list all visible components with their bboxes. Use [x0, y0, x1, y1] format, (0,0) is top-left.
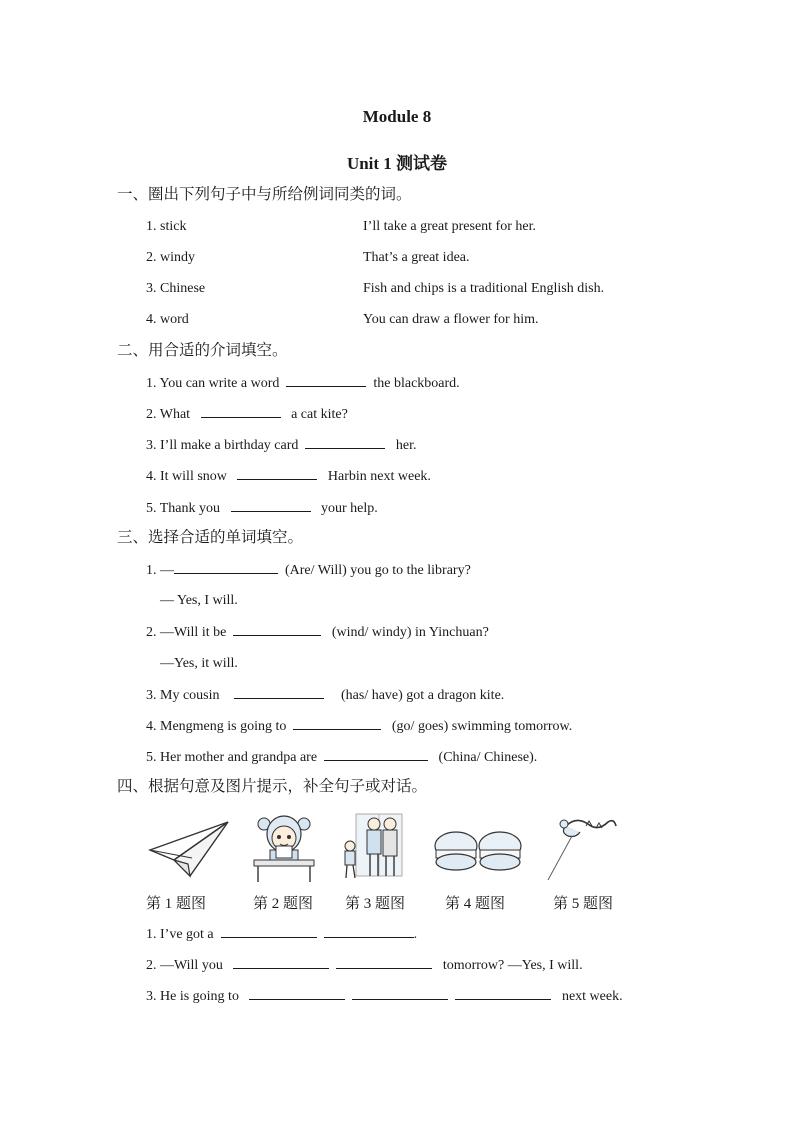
- s3-question-4: [146, 717, 572, 736]
- s2-item-2: [146, 405, 348, 424]
- s2-item-1: [146, 374, 460, 393]
- page-subtitle: Unit 1 测试卷: [346, 154, 448, 173]
- answer-blank[interactable]: [305, 436, 385, 449]
- s1-word-1: 1. stick: [146, 219, 187, 234]
- s3-q1-text-b: (Are/ Will) you go to the library?: [285, 563, 471, 578]
- picture-caption-3: 第 3 题图: [345, 896, 406, 912]
- s3-q5-text-b: (China/ Chinese).: [438, 750, 538, 765]
- answer-blank[interactable]: [324, 925, 414, 938]
- picture-caption-4: 第 4 题图: [445, 896, 506, 912]
- answer-blank[interactable]: [249, 987, 345, 1000]
- s4-question-2: [146, 956, 583, 975]
- s3-q1-text-a: 1. —: [146, 563, 174, 578]
- s1-word-2: 2. windy: [146, 250, 195, 265]
- s3-q2-text-b: (wind/ windy) in Yinchuan?: [331, 625, 489, 640]
- s2-item-2-text-a: 2. What: [146, 407, 191, 422]
- s2-item-5-text-a: 5. Thank you: [146, 501, 221, 516]
- s2-item-1-text-a: 1. You can write a word: [146, 376, 280, 391]
- section-4-heading: 四、根据句意及图片提示，补全句子或对话。: [117, 778, 428, 795]
- answer-blank[interactable]: [233, 623, 321, 636]
- answer-blank[interactable]: [352, 987, 448, 1000]
- s2-item-5-text-b: your help.: [321, 501, 378, 516]
- buns-picture: [432, 826, 524, 876]
- s4-q1-text-a: 1. I’ve got a: [146, 927, 214, 942]
- s2-item-3-text-a: 3. I’ll make a birthday card: [146, 438, 299, 453]
- answer-blank[interactable]: [231, 499, 311, 512]
- answer-blank[interactable]: [233, 956, 329, 969]
- s3-question-5: [146, 748, 537, 767]
- s4-q2-text-a: 2. —Will you: [146, 958, 223, 973]
- answer-blank[interactable]: [234, 686, 324, 699]
- s2-item-3: [146, 436, 417, 455]
- s3-q1-response: — Yes, I will.: [160, 593, 238, 608]
- girl-reading-picture: [250, 810, 318, 882]
- s2-item-3-text-b: her.: [395, 438, 417, 453]
- s4-q3-text-a: 3. He is going to: [146, 989, 239, 1004]
- section-3-heading: 三、选择合适的单词填空。: [117, 529, 304, 546]
- picture-caption-2: 第 2 题图: [253, 896, 314, 912]
- page-title: Module 8: [362, 107, 432, 126]
- picture-caption-1: 第 1 题图: [146, 896, 207, 912]
- answer-blank[interactable]: [324, 748, 428, 761]
- paper-plane-picture: [148, 818, 230, 882]
- s2-item-5: [146, 499, 378, 518]
- s1-word-4: 4. word: [146, 312, 189, 327]
- s4-q3-text-b: next week.: [561, 989, 623, 1004]
- s2-item-1-text-b: the blackboard.: [373, 376, 460, 391]
- answer-blank[interactable]: [174, 561, 278, 574]
- s3-q4-text-b: (go/ goes) swimming tomorrow.: [391, 719, 573, 734]
- section-2-heading: 二、用合适的介词填空。: [117, 342, 288, 359]
- s4-q1-period: .: [413, 927, 418, 942]
- s4-question-1: [146, 925, 417, 944]
- dragon-kite-picture: [546, 812, 620, 882]
- s3-q2-response: —Yes, it will.: [160, 656, 238, 671]
- answer-blank[interactable]: [286, 374, 366, 387]
- answer-blank[interactable]: [455, 987, 551, 1000]
- answer-blank[interactable]: [293, 717, 381, 730]
- s4-question-3: [146, 987, 623, 1006]
- s1-sentence-1: I’ll take a great present for her.: [363, 219, 536, 234]
- s1-sentence-2: That’s a great idea.: [363, 250, 470, 265]
- s1-sentence-4: You can draw a flower for him.: [363, 312, 539, 327]
- s2-item-2-text-b: a cat kite?: [291, 407, 348, 422]
- s3-question-2: [146, 623, 489, 642]
- s2-item-4-text-b: Harbin next week.: [327, 469, 431, 484]
- s3-question-3: [146, 686, 504, 705]
- answer-blank[interactable]: [336, 956, 432, 969]
- s4-q2-text-b: tomorrow? —Yes, I will.: [442, 958, 583, 973]
- family-picture: [338, 812, 404, 884]
- picture-caption-5: 第 5 题图: [553, 896, 614, 912]
- s1-sentence-3: Fish and chips is a traditional English dish.: [363, 281, 605, 296]
- answer-blank[interactable]: [201, 405, 281, 418]
- s3-q2-text-a: 2. —Will it be: [146, 625, 227, 640]
- s3-q3-text-b: (has/ have) got a dragon kite.: [341, 688, 505, 703]
- s1-word-3: 3. Chinese: [146, 281, 206, 296]
- answer-blank[interactable]: [237, 467, 317, 480]
- s3-q3-text-a: 3. My cousin: [146, 688, 220, 703]
- s3-question-1: [146, 561, 471, 580]
- s2-item-4: [146, 467, 431, 486]
- s3-q5-text-a: 5. Her mother and grandpa are: [146, 750, 318, 765]
- section-1-heading: 一、圈出下列句子中与所给例词同类的词。: [117, 186, 412, 203]
- answer-blank[interactable]: [221, 925, 317, 938]
- s3-q4-text-a: 4. Mengmeng is going to: [146, 719, 287, 734]
- s2-item-4-text-a: 4. It will snow: [146, 469, 227, 484]
